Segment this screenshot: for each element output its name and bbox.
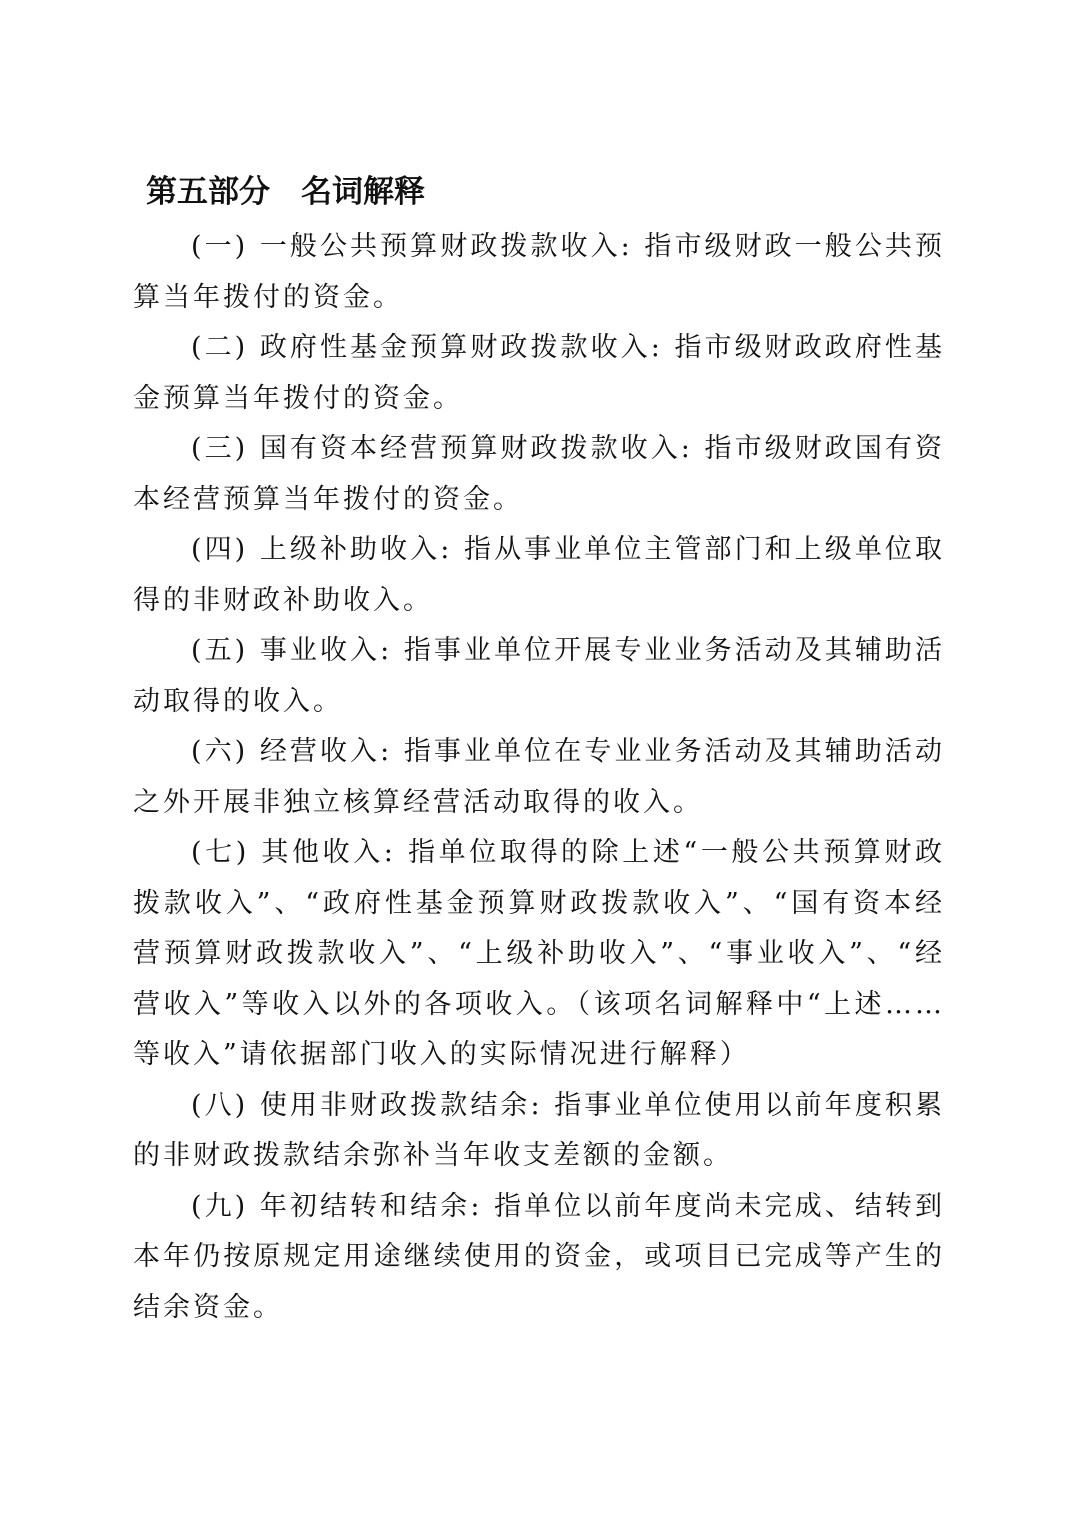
definition-paragraph-2: (二) 政府性基金预算财政拨款收入: 指市级财政政府性基金预算当年拨付的资金。 (133, 332, 945, 414)
definition-paragraph-3: (三) 国有资本经营预算财政拨款收入: 指市级财政国有资本经营预算当年拨付的资金。 (133, 433, 945, 515)
section-heading: 第五部分 名词解释 (146, 174, 425, 210)
definition-paragraph-4: (四) 上级补助收入: 指从事业单位主管部门和上级单位取得的非财政补助收入。 (133, 534, 945, 616)
definition-paragraph-5: (五) 事业收入: 指事业单位开展专业业务活动及其辅助活动取得的收入。 (133, 635, 945, 717)
definition-paragraph-7: (七) 其他收入: 指单位取得的除上述“一般公共预算财政拨款收入”、“政府性基金预算财政拨款收入”、“国有资本经营预算财政拨款收入”、“上级补助收入”、“事业收入”、“经营收入”等收入以外的各项收入。（该项名词解释中“上述……等收入”请依据部门收入的实际情况进行解释） (133, 837, 945, 1070)
definition-paragraph-6: (六) 经营收入: 指事业单位在专业业务活动及其辅助活动之外开展非独立核算经营活动取得的收入。 (133, 736, 945, 818)
definition-paragraph-1: (一) 一般公共预算财政拨款收入: 指市级财政一般公共预算当年拨付的资金。 (133, 231, 945, 313)
definition-paragraph-8: (八) 使用非财政拨款结余: 指事业单位使用以前年度积累的非财政拨款结余弥补当年收支差额的金额。 (133, 1089, 945, 1171)
definitions-body (133, 222, 945, 1333)
definition-paragraph-9: (九) 年初结转和结余: 指单位以前年度尚未完成、结转到本年仍按原规定用途继续使用的资金，或项目已完成等产生的结余资金。 (133, 1190, 945, 1323)
